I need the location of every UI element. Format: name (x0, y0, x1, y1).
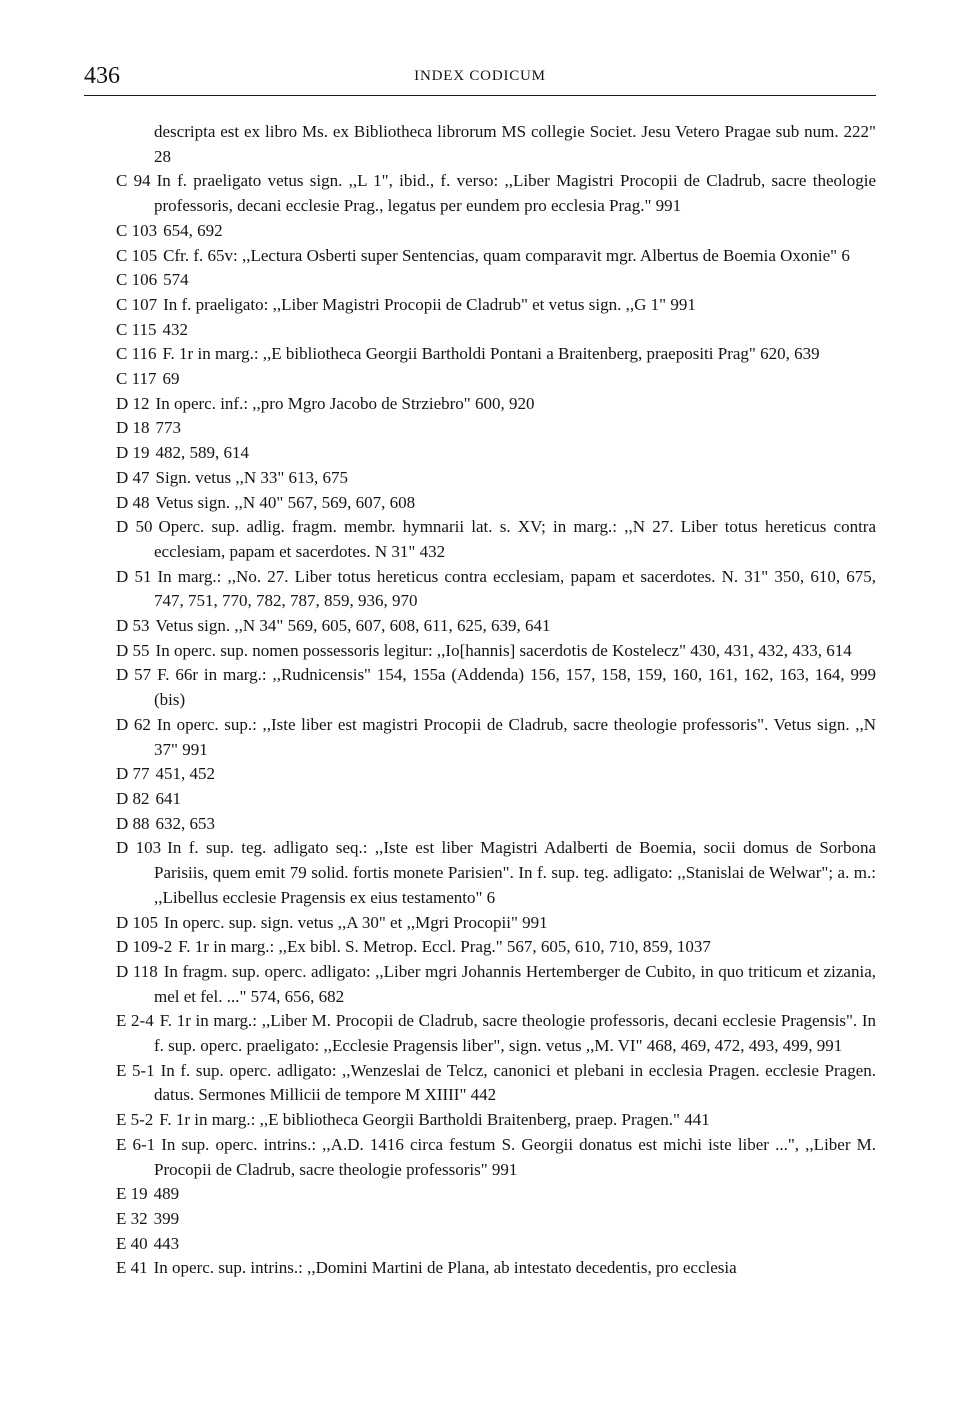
entry-text: Operc. sup. adlig. fragm. membr. hymnarii lat. s. XV; in marg.: ,,N 27. Liber totus hereticus contra ecclesiam, papam et sacerdotes. N 31" 432 (154, 517, 876, 561)
index-entry (116, 565, 876, 614)
index-entry (116, 1059, 876, 1108)
entry-text: 69 (162, 369, 180, 389)
entry-signature: D 105 (116, 912, 159, 932)
index-entry (116, 318, 876, 343)
entry-text: F. 1r in marg.: ,,Ex bibl. S. Metrop. Eccl. Prag." 567, 605, 610, 710, 859, 1037 (178, 937, 711, 957)
entry-text: In operc. inf.: ,,pro Mgro Jacobo de Strziebro" 600, 920 (155, 393, 535, 413)
index-entry (116, 639, 876, 664)
index-entries (116, 120, 876, 1281)
entry-text: In f. praeligato: ,,Liber Magistri Procopii de Cladrub" et vetus sign. ,,G 1" 991 (163, 294, 696, 314)
entry-signature: E 5-1 (116, 1060, 155, 1080)
index-entry (116, 293, 876, 318)
entry-signature: D 47 (116, 467, 150, 487)
index-entry (116, 713, 876, 762)
index-entry (116, 1108, 876, 1133)
index-entry (116, 268, 876, 293)
index-entry (116, 1182, 876, 1207)
index-entry (116, 466, 876, 491)
index-entry (116, 491, 876, 516)
index-entry (116, 836, 876, 910)
entry-text: 632, 653 (155, 813, 216, 833)
index-entry (116, 169, 876, 218)
entry-text: In operc. sup. intrins.: ,,Domini Martini de Plana, ab intestato decedentis, pro ecclesia (153, 1258, 737, 1278)
entry-signature: D 55 (116, 640, 150, 660)
entry-signature: E 40 (116, 1233, 148, 1253)
entry-text: F. 1r in marg.: ,,E bibliotheca Georgii Bartholdi Braitenberg, praep. Pragen." 441 (159, 1110, 710, 1130)
index-entry (116, 960, 876, 1009)
entry-signature: D 62 (116, 714, 151, 734)
entry-text: 451, 452 (155, 764, 216, 784)
index-entry (116, 515, 876, 564)
entry-signature: C 103 (116, 220, 158, 240)
entry-signature: D 51 (116, 566, 152, 586)
index-entry (116, 441, 876, 466)
entry-signature: D 103 (116, 838, 162, 858)
page-number: 436 (84, 63, 120, 89)
index-entry (116, 416, 876, 441)
entry-text: In f. praeligato vetus sign. ,,L 1", ibid., f. verso: ,,Liber Magistri Procopii de Cladrub, sacre theologie professoris, decani ecclesie Prag., legatus per eundem pro ecclesia Prag." 991 (154, 171, 876, 216)
entry-signature: D 57 (116, 665, 152, 685)
entry-text: In operc. sup. nomen possessoris legitur: ,,Io[hannis] sacerdotis de Kostelecz" 430, 431, 432, 433, 614 (155, 640, 852, 660)
entry-signature: D 77 (116, 764, 150, 784)
entry-text: 432 (162, 319, 188, 339)
index-entry (116, 812, 876, 837)
entry-text: 574 (163, 270, 189, 290)
index-entry (116, 935, 876, 960)
entry-signature: C 116 (116, 344, 157, 364)
entry-text: In sup. operc. intrins.: ,,A.D. 1416 circa festum S. Georgii donatus est michi iste liber ...", ,,Liber M. Procopii de Cladrub, sacre theologie professoris" 991 (154, 1134, 877, 1179)
entry-signature: D 88 (116, 813, 150, 833)
index-entry (116, 1133, 876, 1182)
entry-text: F. 1r in marg.: ,,E bibliotheca Georgii Bartholdi Pontani a Braitenberg, praepositi Prag" 620, 639 (162, 344, 820, 364)
entry-text: F. 1r in marg.: ,,Liber M. Procopii de Cladrub, sacre theologie professoris, decani ecclesie Pragensis". In f. sup. operc. praeligato: ,,Ecclesie Pragensis liber", sign. vetus ,,M. VI" 468, 469, 472, 493, 499, 991 (154, 1011, 877, 1056)
entry-signature: E 41 (116, 1258, 148, 1278)
page-header (84, 62, 876, 90)
index-entry (116, 392, 876, 417)
entry-text: Sign. vetus ,,N 33" 613, 675 (155, 467, 349, 487)
index-entry (116, 342, 876, 367)
entry-text: 399 (153, 1208, 180, 1228)
index-entry (116, 367, 876, 392)
entry-signature: D 53 (116, 616, 150, 636)
entry-signature: D 48 (116, 492, 150, 512)
entry-signature: D 12 (116, 393, 150, 413)
entry-text: Vetus sign. ,,N 34" 569, 605, 607, 608, 611, 625, 639, 641 (155, 616, 551, 636)
entry-signature: E 2-4 (116, 1011, 154, 1031)
entry-signature: E 5-2 (116, 1110, 154, 1130)
entry-signature: D 50 (116, 517, 153, 537)
index-entry (116, 1207, 876, 1232)
index-entry (116, 1009, 876, 1058)
index-entry (116, 614, 876, 639)
entry-text: F. 66r in marg.: ,,Rudnicensis" 154, 155a (Addenda) 156, 157, 158, 159, 160, 161, 162, 163, 164, 999 (bis) (154, 665, 877, 710)
entry-signature: C 94 (116, 171, 151, 191)
index-entry (116, 219, 876, 244)
header-rule (84, 95, 876, 96)
entry-signature: D 19 (116, 443, 150, 463)
entry-signature: D 118 (116, 961, 158, 981)
index-entry (116, 1256, 876, 1281)
entry-text: 489 (153, 1184, 180, 1204)
entry-signature: D 18 (116, 418, 150, 438)
entry-text: 773 (155, 418, 182, 438)
entry-text: 482, 589, 614 (155, 443, 250, 463)
index-entry (116, 1232, 876, 1257)
entry-text: Vetus sign. ,,N 40" 567, 569, 607, 608 (155, 492, 416, 512)
entry-signature: D 82 (116, 788, 150, 808)
entry-signature: C 105 (116, 245, 158, 265)
entry-signature: C 107 (116, 294, 158, 314)
index-entry (116, 244, 876, 269)
entry-text: 641 (155, 788, 182, 808)
entry-signature: E 19 (116, 1184, 148, 1204)
entry-text: In operc. sup. sign. vetus ,,A 30" et ,,Mgri Procopii" 991 (164, 912, 548, 932)
entry-signature: E 6-1 (116, 1134, 156, 1154)
entry-text: In operc. sup.: ,,Iste liber est magistri Procopii de Cladrub, sacre theologie professoris". Vetus sign. ,,N 37" 991 (154, 714, 876, 759)
continued-entry-text: descripta est ex libro Ms. ex Bibliotheca librorum MS collegie Societ. Jesu Vetero Pragae sub num. 222" 28 (154, 122, 876, 166)
entry-text: In fragm. sup. operc. adligato: ,,Liber mgri Johannis Hertemberger de Cubito, in quo triticum et zizania, mel et fel. ..." 574, 656, 682 (154, 961, 876, 1006)
entry-text: 654, 692 (163, 220, 223, 240)
entry-signature: C 117 (116, 369, 157, 389)
index-entry (116, 787, 876, 812)
index-entry (116, 663, 876, 712)
entry-text: Cfr. f. 65v: ,,Lectura Osberti super Sentencias, quam comparavit mgr. Albertus de Boemia Oxonie" 6 (163, 245, 850, 265)
index-entry (116, 762, 876, 787)
entry-text: In f. sup. teg. adligato seq.: ,,Iste est liber Magistri Adalberti de Boemia, socii domus de Sorbona Parisiis, quem emit 79 solid. fortis monete Parisien". In f. sup. teg. adligato: ,,Stanislai de Welwar"; a. m.: ,,Libellus ecclesie Pragensis ex eius testamento" 6 (154, 838, 876, 907)
running-head: INDEX CODICUM (414, 68, 546, 84)
entry-signature: C 106 (116, 270, 158, 290)
entry-text: 443 (153, 1233, 180, 1253)
entry-signature: E 32 (116, 1208, 148, 1228)
entry-text: In f. sup. operc. adligato: ,,Wenzeslai de Telcz, canonici et plebani in ecclesia Pragen. ecclesie Pragen. datus. Sermones Millicii de tempore M XIIII" 442 (154, 1060, 877, 1105)
entry-signature: C 115 (116, 319, 157, 339)
entry-text: In marg.: ,,No. 27. Liber totus hereticus contra ecclesiam, papam et sacerdotes. N. 31" 350, 610, 675, 747, 751, 770, 782, 787, 859, 936, 970 (154, 566, 876, 611)
index-entry (116, 911, 876, 936)
entry-signature: D 109-2 (116, 937, 173, 957)
